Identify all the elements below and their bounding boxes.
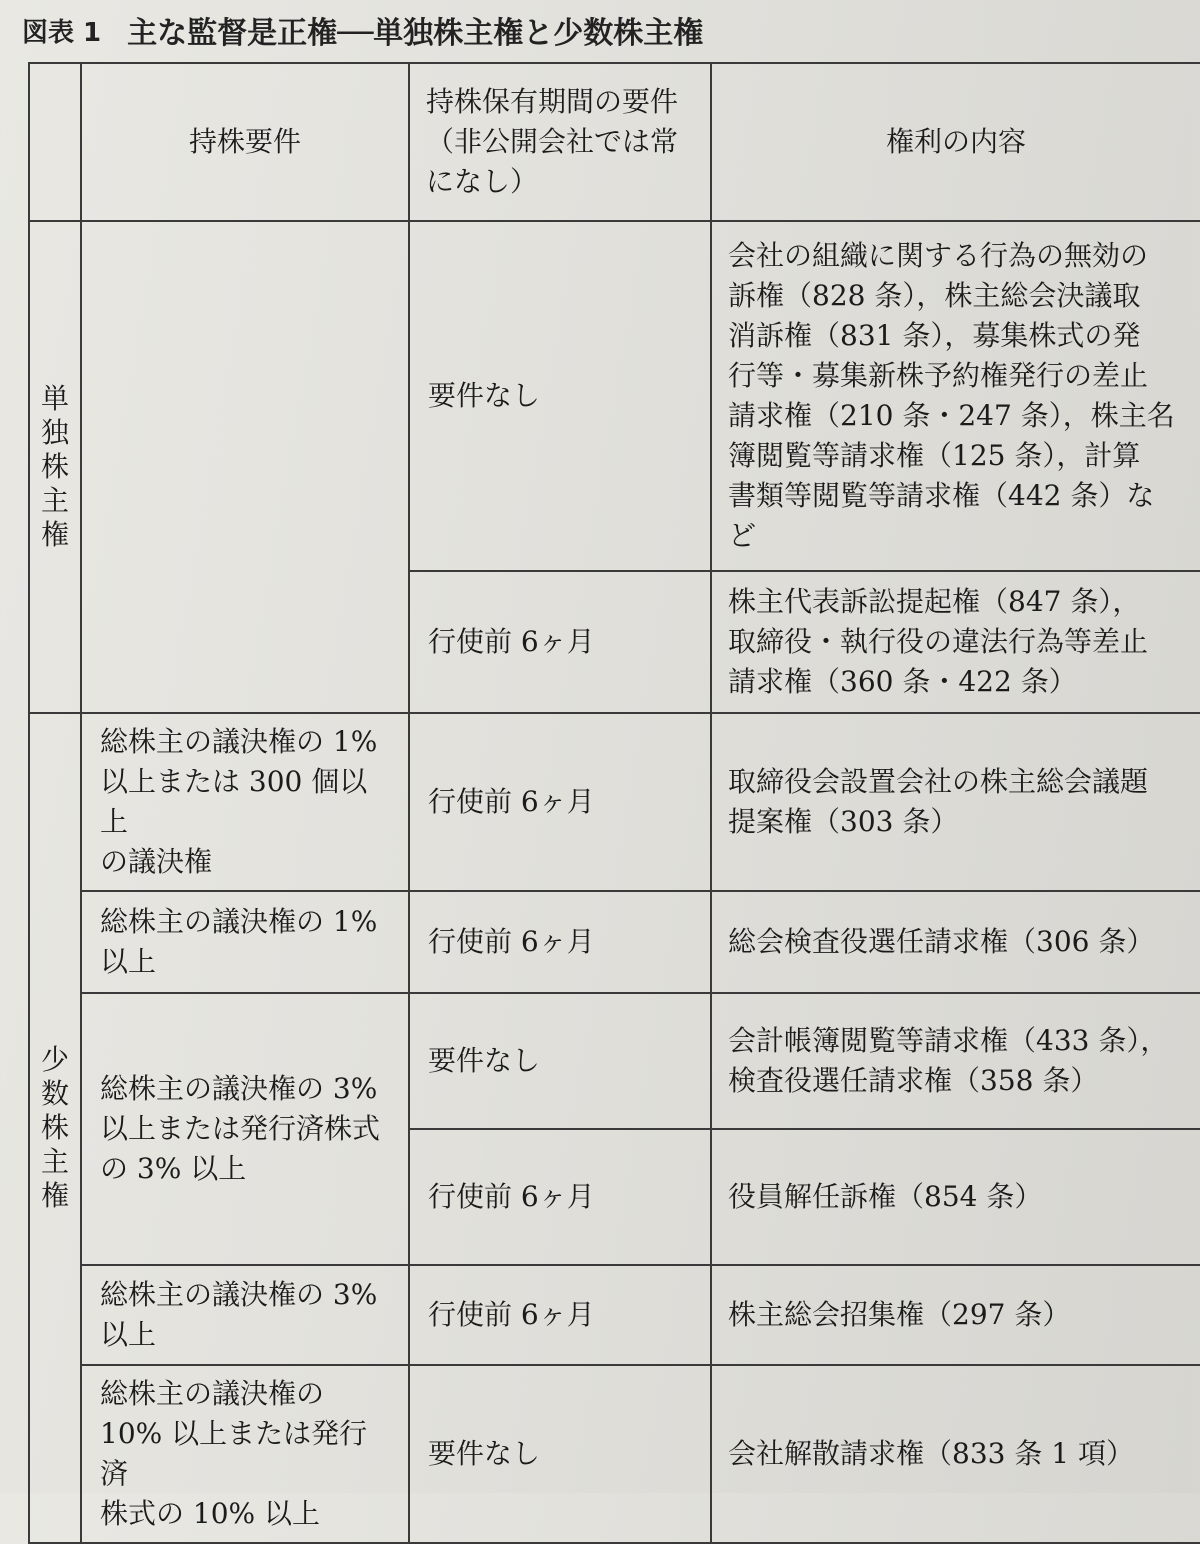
requirement-cell: 総株主の議決権の 10% 以上または発行済 株式の 10% 以上 [81,1365,409,1543]
period-cell: 行使前 6ヶ月 [409,571,711,713]
table-row [29,221,1200,571]
rights-cell: 取締役会設置会社の株主総会議題 提案権（303 条） [711,713,1200,891]
table-row [29,1265,1200,1365]
period-cell: 行使前 6ヶ月 [409,891,711,993]
rights-cell: 総会検査役選任請求権（306 条） [711,891,1200,993]
group-label-single: 単 独 株 主 権 [29,221,81,713]
period-cell: 行使前 6ヶ月 [409,1129,711,1265]
table-row [29,891,1200,993]
rights-cell: 会社の組織に関する行為の無効の 訴権（828 条），株主総会決議取 消訴権（831 条），募集株式の発 行等・募集新株予約権発行の差止 請求権（210 条・247 条），株主名 簿閲覧等請求権（125 条），計算 書類等閲覧等請求権（442 条）な ど [711,221,1200,571]
rights-cell: 会社解散請求権（833 条 1 項） [711,1365,1200,1543]
table-row [29,993,1200,1129]
header-period: 持株保有期間の要件 （非公開会社では常 になし） [409,63,711,221]
period-cell: 行使前 6ヶ月 [409,713,711,891]
rights-cell: 株主代表訴訟提起権（847 条）， 取締役・執行役の違法行為等差止 請求権（360 条・422 条） [711,571,1200,713]
figure-number: 図表 1 [22,17,102,48]
group-label-minority: 少 数 株 主 権 [29,713,81,1543]
requirement-cell: 総株主の議決権の 3% 以上 [81,1265,409,1365]
table-row [29,713,1200,891]
figure-title: 主な監督是正権──単独株主権と少数株主権 [127,16,704,51]
figure-caption [22,4,703,56]
requirement-cell: 総株主の議決権の 3% 以上または発行済株式 の 3% 以上 [81,993,409,1265]
requirement-cell: 総株主の議決権の 1% 以上 [81,891,409,993]
period-cell: 行使前 6ヶ月 [409,1265,711,1365]
rights-cell: 株主総会招集権（297 条） [711,1265,1200,1365]
period-cell: 要件なし [409,993,711,1129]
header-row [29,63,1200,221]
period-cell: 要件なし [409,221,711,571]
requirement-cell-empty [81,221,409,713]
table-row [29,1365,1200,1543]
period-cell: 要件なし [409,1365,711,1543]
requirement-cell: 総株主の議決権の 1% 以上または 300 個以上 の議決権 [81,713,409,891]
header-requirement: 持株要件 [81,63,409,221]
header-rights: 権利の内容 [711,63,1200,221]
header-group-cell [29,63,81,221]
rights-cell: 役員解任訴権（854 条） [711,1129,1200,1265]
rights-cell: 会計帳簿閲覧等請求権（433 条）， 検査役選任請求権（358 条） [711,993,1200,1129]
rights-table [28,62,1200,1544]
